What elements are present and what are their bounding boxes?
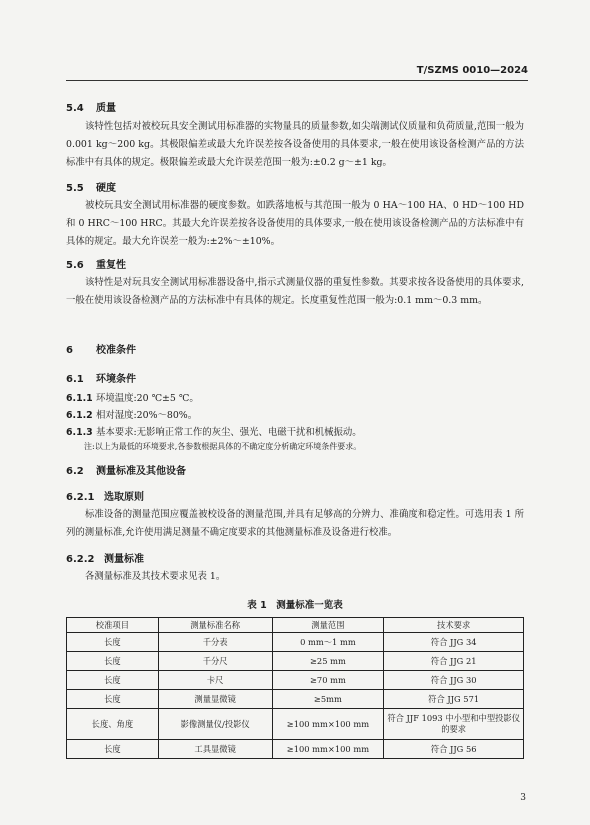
item-text: 相对湿度:20%～80%。	[96, 410, 198, 421]
table-row	[67, 740, 524, 759]
list-item-6-1-1	[66, 390, 199, 404]
item-text: 环境温度:20 ℃±5 ℃。	[96, 393, 199, 404]
paragraph-6-2-2: 各测量标准及其技术要求见表 1。	[85, 571, 226, 582]
heading-6-1	[66, 370, 136, 385]
header-measuring-range: 测量范围	[272, 618, 384, 633]
heading-title: 硬度	[96, 183, 116, 194]
list-item-6-1-3	[66, 424, 362, 438]
cell-range: ≥5mm	[272, 690, 384, 709]
heading-6-2-2	[66, 550, 144, 565]
table-row	[67, 709, 524, 740]
table-row	[67, 671, 524, 690]
cell-range: 0 mm～1 mm	[272, 633, 384, 652]
header-standard-name: 测量标准名称	[158, 618, 272, 633]
cell-requirement: 符合 JJG 21	[384, 652, 524, 671]
header-technical-requirements: 技术要求	[384, 618, 524, 633]
cell-standard: 测量显微镜	[158, 690, 272, 709]
item-text: 基本要求:无影响正常工作的灰尘、强光、电磁干扰和机械振动。	[96, 427, 362, 438]
item-number: 6.1.2	[66, 410, 93, 421]
table-row	[67, 633, 524, 652]
cell-standard: 千分表	[158, 633, 272, 652]
heading-title: 质量	[96, 103, 116, 114]
cell-range: ≥70 mm	[272, 671, 384, 690]
list-item-6-1-2	[66, 407, 197, 421]
paragraph-5-4: 该特性包括对被校玩具安全测试用标准器的实物量具的质量参数,如尖端测试仪质量和负荷质量,范围一般为 0.001 kg～200 kg。其极限偏差或最大允许误差按各设备使用的具体要求,一般在使用该设备检测产品的方法标准中有具体的规定。极限偏差或最大允许误差范围一般为:±0.2 g～±1 kg。	[66, 121, 524, 168]
header-calibration-item: 校准项目	[67, 618, 159, 633]
page-number: 3	[520, 793, 526, 803]
measurement-standards-table	[66, 617, 524, 759]
cell-range: ≥25 mm	[272, 652, 384, 671]
heading-number: 6.2	[66, 466, 84, 477]
heading-number: 6	[66, 345, 73, 356]
item-number: 6.1.1	[66, 393, 93, 404]
heading-title: 测量标准及其他设备	[96, 466, 186, 477]
cell-requirement: 符合 JJG 571	[384, 690, 524, 709]
heading-5-6	[66, 256, 126, 271]
cell-item: 长度	[67, 740, 159, 759]
paragraph-5-6: 该特性是对玩具安全测试用标准器设备中,指示式测量仪器的重复性参数。其要求按各设备使用的具体要求,一般在使用该设备检测产品的方法标准中有具体的规定。长度重复性范围一般为:0.1 mm～0.3 mm。	[66, 277, 524, 306]
table-header-row	[67, 618, 524, 633]
cell-standard: 卡尺	[158, 671, 272, 690]
heading-number: 5.5	[66, 183, 84, 194]
cell-item: 长度	[67, 671, 159, 690]
cell-item: 长度	[67, 690, 159, 709]
heading-number: 6.2.2	[66, 554, 95, 565]
cell-item: 长度、角度	[67, 709, 159, 740]
heading-5-5	[66, 179, 116, 194]
heading-title: 测量标准	[104, 554, 144, 565]
heading-6	[66, 341, 136, 356]
environment-note: 注:以上为最低的环境要求,各参数根据具体的不确定度分析确定环境条件要求。	[84, 442, 362, 451]
standard-code: T/SZMS 0010—2024	[416, 65, 528, 76]
heading-number: 6.1	[66, 374, 84, 385]
cell-requirement: 符合 JJG 30	[384, 671, 524, 690]
heading-title: 选取原则	[104, 492, 144, 503]
table-row	[67, 652, 524, 671]
cell-standard: 工具显微镜	[158, 740, 272, 759]
cell-standard: 影像测量仪/投影仪	[158, 709, 272, 740]
cell-standard: 千分尺	[158, 652, 272, 671]
heading-6-2	[66, 462, 186, 477]
heading-number: 6.2.1	[66, 492, 95, 503]
header-rule	[66, 80, 528, 81]
table-caption: 表 1 测量标准一览表	[247, 600, 343, 611]
cell-range: ≥100 mm×100 mm	[272, 740, 384, 759]
cell-item: 长度	[67, 633, 159, 652]
item-number: 6.1.3	[66, 427, 93, 438]
cell-requirement: 符合 JJF 1093 中小型和中型投影仪的要求	[384, 709, 524, 740]
cell-requirement: 符合 JJG 56	[384, 740, 524, 759]
heading-title: 环境条件	[96, 374, 136, 385]
table-row	[67, 690, 524, 709]
paragraph-5-5: 被校玩具安全测试用标准器的硬度参数。如跌落地板与其范围一般为 0 HA～100 HA、0 HD～100 HD 和 0 HRC～100 HRC。其最大允许误差按各设备使用的具体要求,一般在使用该设备检测产品的方法标准中有具体的规定。最大允许误差一般为:±2%～±10%。	[66, 200, 524, 247]
heading-number: 5.6	[66, 260, 84, 271]
cell-requirement: 符合 JJG 34	[384, 633, 524, 652]
heading-title: 重复性	[96, 260, 126, 271]
heading-6-2-1	[66, 488, 144, 503]
heading-5-4	[66, 99, 116, 114]
paragraph-6-2-1: 标准设备的测量范围应覆盖被校设备的测量范围,并具有足够高的分辨力、准确度和稳定性。可选用表 1 所列的测量标准,允许使用满足测量不确定度要求的其他测量标准及设备进行校准。	[66, 509, 524, 538]
cell-range: ≥100 mm×100 mm	[272, 709, 384, 740]
heading-number: 5.4	[66, 103, 84, 114]
cell-item: 长度	[67, 652, 159, 671]
heading-title: 校准条件	[96, 345, 136, 356]
